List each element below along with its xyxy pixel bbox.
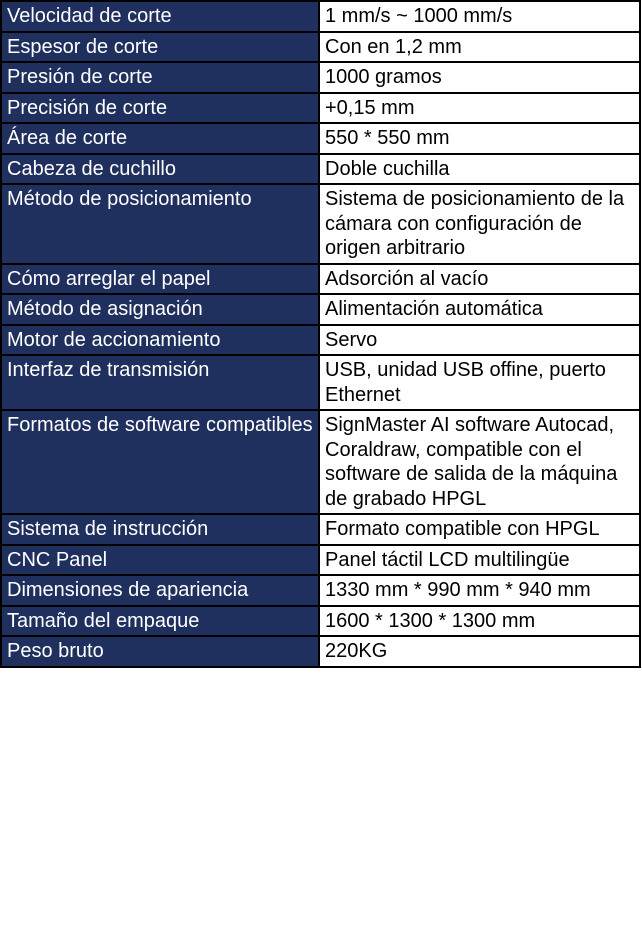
table-row — [1, 636, 640, 667]
spec-label: Velocidad de corte — [1, 1, 319, 32]
spec-label: Método de asignación — [1, 294, 319, 325]
spec-label: Sistema de instrucción — [1, 514, 319, 545]
spec-value: 1 mm/s ~ 1000 mm/s — [319, 1, 640, 32]
spec-label: CNC Panel — [1, 545, 319, 576]
spec-value: USB, unidad USB offine, puerto Ethernet — [319, 355, 640, 410]
table-row — [1, 62, 640, 93]
table-row — [1, 184, 640, 264]
spec-value: Sistema de posicionamiento de la cámara con configuración de origen arbitrario — [319, 184, 640, 264]
spec-label: Área de corte — [1, 123, 319, 154]
table-row — [1, 123, 640, 154]
spec-value: Con en 1,2 mm — [319, 32, 640, 63]
spec-label: Cabeza de cuchillo — [1, 154, 319, 185]
spec-table-body — [1, 1, 640, 667]
table-row — [1, 325, 640, 356]
spec-label: Interfaz de transmisión — [1, 355, 319, 410]
spec-label: Formatos de software compatibles — [1, 410, 319, 514]
table-row — [1, 545, 640, 576]
spec-value: Doble cuchilla — [319, 154, 640, 185]
spec-value: Adsorción al vacío — [319, 264, 640, 295]
spec-label: Presión de corte — [1, 62, 319, 93]
spec-label: Tamaño del empaque — [1, 606, 319, 637]
spec-label: Método de posicionamiento — [1, 184, 319, 264]
spec-label: Dimensiones de apariencia — [1, 575, 319, 606]
table-row — [1, 355, 640, 410]
spec-value: Formato compatible con HPGL — [319, 514, 640, 545]
spec-value: Servo — [319, 325, 640, 356]
spec-value: SignMaster AI software Autocad, Coraldraw, compatible con el software de salida de la máquina de grabado HPGL — [319, 410, 640, 514]
spec-label: Espesor de corte — [1, 32, 319, 63]
spec-value: +0,15 mm — [319, 93, 640, 124]
spec-value: 1000 gramos — [319, 62, 640, 93]
table-row — [1, 154, 640, 185]
spec-label: Cómo arreglar el papel — [1, 264, 319, 295]
table-row — [1, 514, 640, 545]
spec-value: Panel táctil LCD multilingüe — [319, 545, 640, 576]
spec-value: Alimentación automática — [319, 294, 640, 325]
table-row — [1, 575, 640, 606]
spec-value: 1330 mm * 990 mm * 940 mm — [319, 575, 640, 606]
table-row — [1, 93, 640, 124]
table-row — [1, 606, 640, 637]
table-row — [1, 264, 640, 295]
spec-label: Precisión de corte — [1, 93, 319, 124]
table-row — [1, 1, 640, 32]
spec-value: 220KG — [319, 636, 640, 667]
spec-label: Motor de accionamiento — [1, 325, 319, 356]
table-row — [1, 32, 640, 63]
spec-value: 1600 * 1300 * 1300 mm — [319, 606, 640, 637]
table-row — [1, 294, 640, 325]
table-row — [1, 410, 640, 514]
spec-value: 550 * 550 mm — [319, 123, 640, 154]
spec-label: Peso bruto — [1, 636, 319, 667]
